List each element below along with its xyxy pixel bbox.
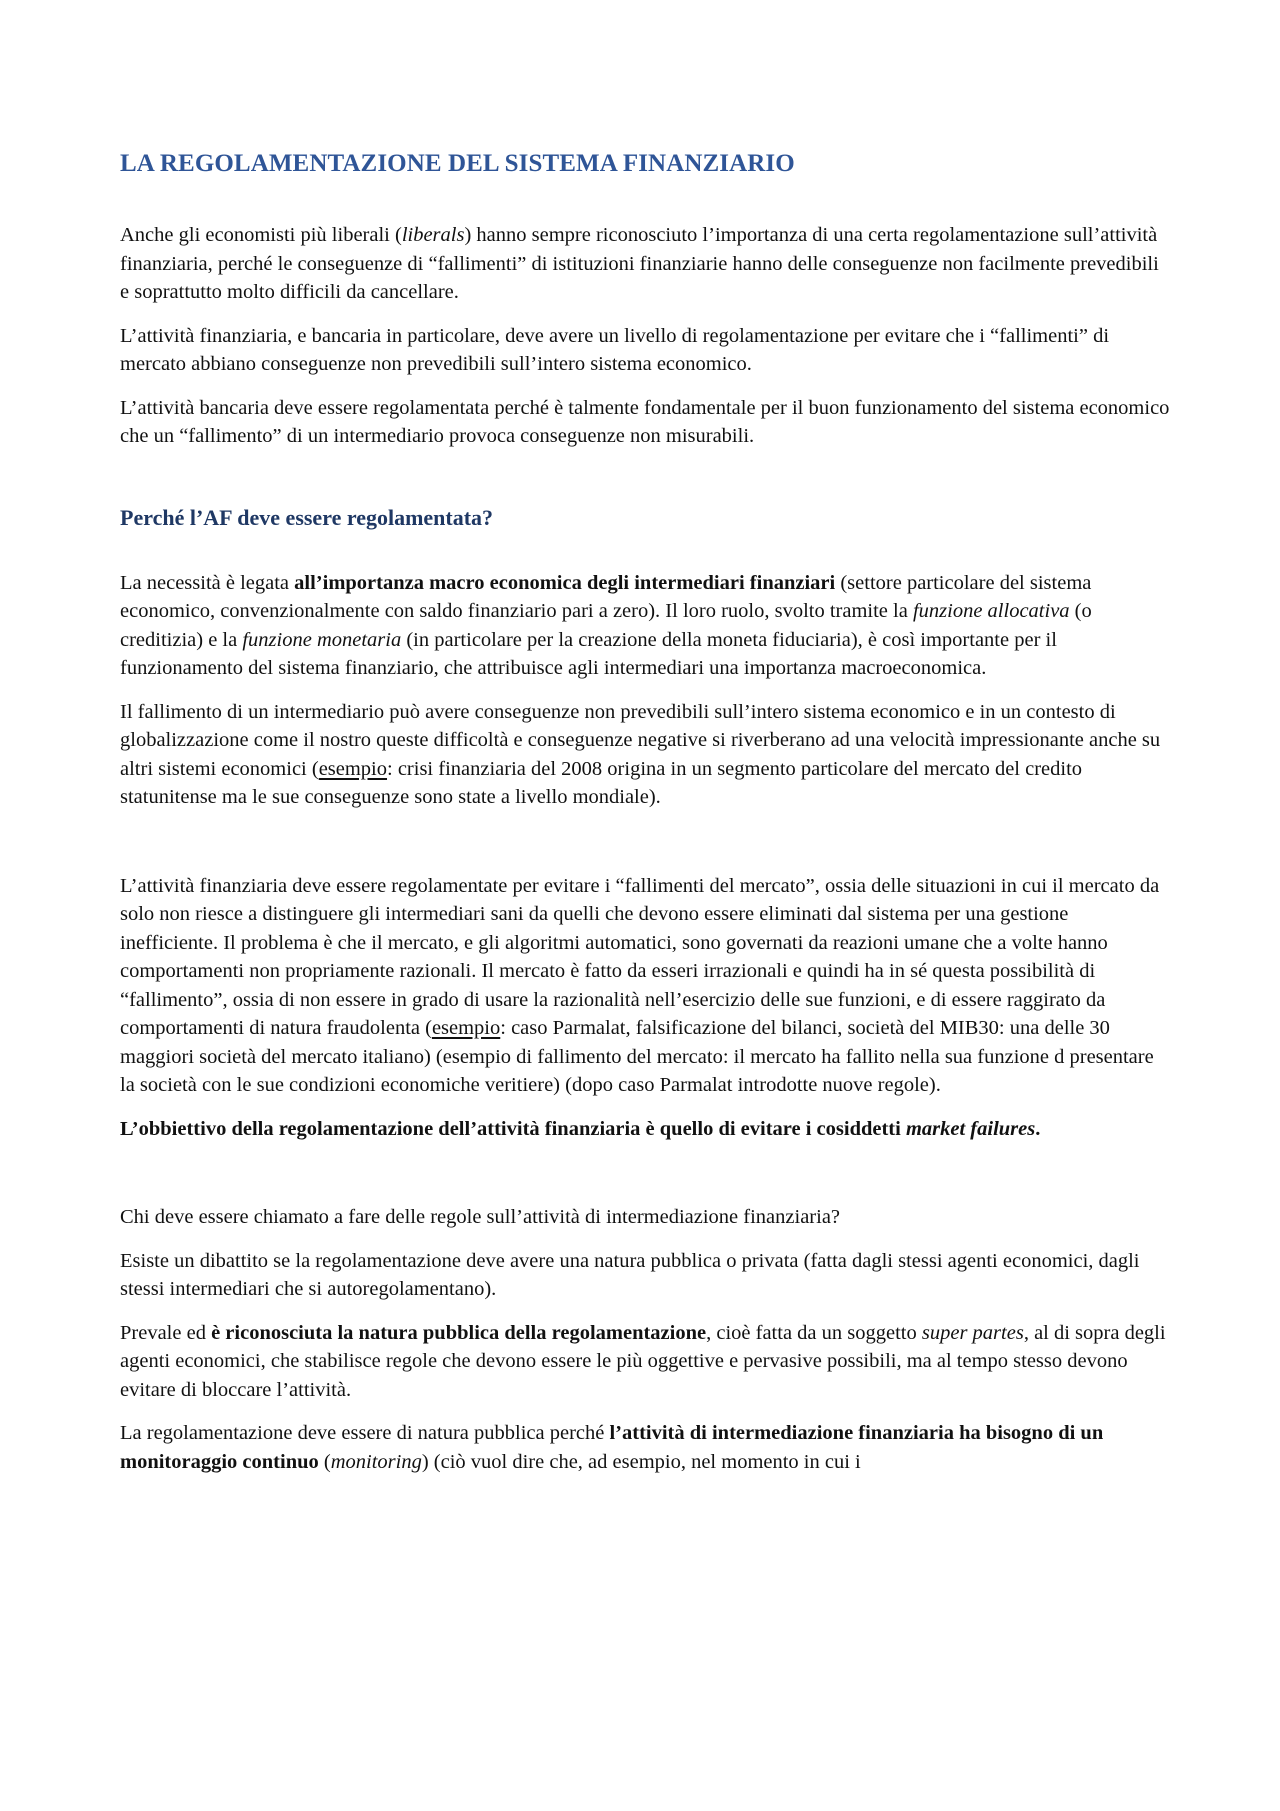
paragraph-question: Chi deve essere chiamato a fare delle regole sull’attività di intermediazione finanziaria? (120, 1206, 841, 1228)
term-liberals: liberals (401, 224, 465, 246)
paragraph-public-nature: Prevale ed è riconosciuta la natura pubblica della regolamentazione, cioè fatta da un soggetto super partes, al di sopra degli agenti economici, che stabilisce regole che devono essere le più oggettive e pervasive possibili, ma al tempo stesso devono evitare di bloccare l’attività. (120, 1321, 1166, 1401)
example-underlined: esempio (318, 757, 388, 780)
paragraph-debate: Esiste un dibattito se la regolamentazione deve avere una natura pubblica o privata (fatta dagli stessi agenti economici, dagli stessi intermediari che si autoregolamentano). (120, 1249, 1140, 1300)
document-title: LA REGOLAMENTAZIONE DEL SISTEMA FINANZIARIO (120, 150, 795, 177)
paragraph-necessity: La necessità è legata all’importanza macro economica degli intermediari finanziari (settore particolare del sistema economico, convenzionalmente con saldo finanziario pari a zero). Il loro ruolo, svolto tramite la funzione allocativa (o creditizia) e la funzione monetaria (in particolare per la creazione della moneta fiduciaria), è così importante per il funzionamento del sistema finanziario, che attribuisce agli intermediari una importanza macroeconomica. (120, 571, 1092, 679)
paragraph-objective: L’obbiettivo della regolamentazione dell’attività finanziaria è quello di evitare i cosiddetti market failures. (120, 1117, 1041, 1140)
paragraph-monitoring: La regolamentazione deve essere di natura pubblica perché l’attività di intermediazione finanziaria ha bisogno di un monitoraggio continuo (monitoring) (ciò vuol dire che, ad esempio, nel momento in cui i (120, 1422, 1104, 1473)
document-body (120, 150, 1170, 1476)
paragraph-intro-2: L’attività finanziaria, e bancaria in particolare, deve avere un livello di regolamentazione per evitare che i “fallimenti” di mercato abbiano conseguenze non prevedibili sull’intero sistema economico. (120, 324, 1110, 375)
paragraph-intro-1: Anche gli economisti più liberali (liberals) hanno sempre riconosciuto l’importanza di una certa regolamentazione sull’attività finanziaria, perché le conseguenze di “fallimenti” di istituzioni finanziarie hanno delle conseguenze non facilmente prevedibili e soprattutto molto difficili da cancellare. (120, 224, 1159, 303)
paragraph-market-failures: L’attività finanziaria deve essere regolamentate per evitare i “fallimenti del mercato”, ossia delle situazioni in cui il mercato da solo non riesce a distinguere gli intermediari sani da quelli che devono essere eliminati dal sistema per una gestione inefficiente. Il problema è che il mercato, e gli algoritmi automatici, sono governati da reazioni umane che a volte hanno comportamenti non propriamente razionali. Il mercato è fatto da esseri irrazionali e quindi ha in sé questa possibilità di “fallimento”, ossia di non essere in grado di usare la razionalità nell’esercizio delle sue funzioni, e di essere raggirato da comportamenti di natura fraudolenta (esempio: caso Parmalat, falsificazione del bilanci, società del MIB30: una delle 30 maggiori società del mercato italiano) (esempio di fallimento del mercato: il mercato ha fallito nella sua funzione d presentare la società con le sue condizioni economiche veritiere) (dopo caso Parmalat introdotte nuove regole). (120, 874, 1160, 1096)
example-underlined: esempio (431, 1017, 501, 1039)
paragraph-intro-3: L’attività bancaria deve essere regolamentata perché è talmente fondamentale per il buon funzionamento del sistema economico che un “fallimento” di un intermediario provoca conseguenze non misurabili. (120, 396, 1170, 447)
paragraph-failure: Il fallimento di un intermediario può avere conseguenze non prevedibili sull’intero sistema economico e in un contesto di globalizzazione come il nostro queste difficoltà e conseguenze negative si riverberano ad una velocità impressionante anche su altri sistemi economici (esempio: crisi finanziaria del 2008 origina in un segmento particolare del mercato del credito statunitense ma le sue conseguenze sono state a livello mondiale). (120, 700, 1161, 808)
section-heading: Perché l’AF deve essere regolamentata? (120, 504, 494, 530)
